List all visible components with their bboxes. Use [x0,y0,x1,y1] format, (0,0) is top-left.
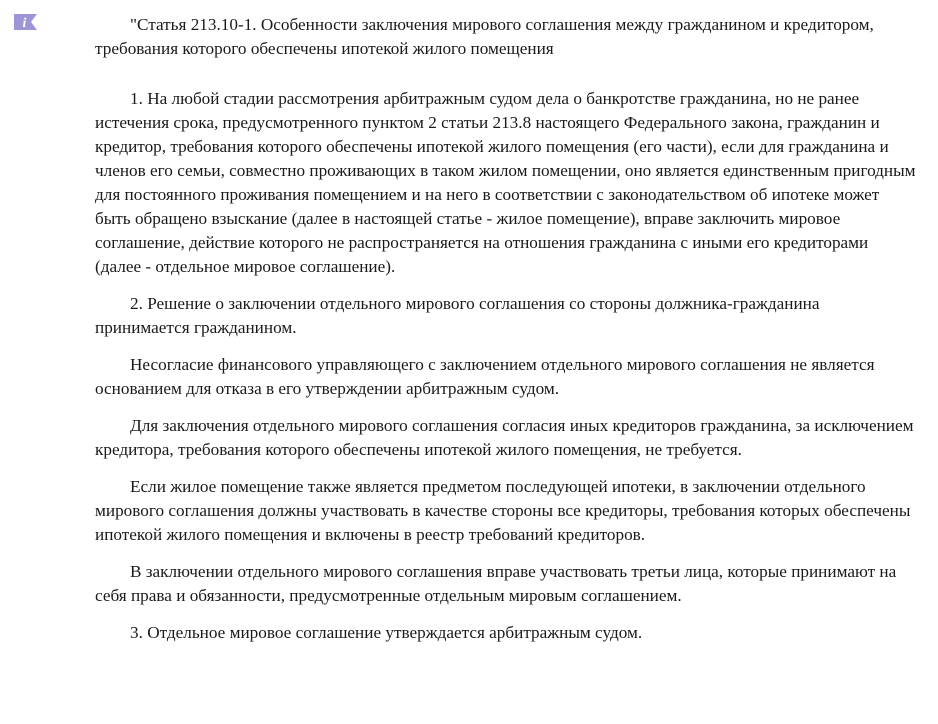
info-icon[interactable] [12,12,40,32]
info-icon-shape [12,12,40,32]
article-title: "Статья 213.10-1. Особенности заключения мирового соглашения между гражданином и кредитором, требования которого обеспечены ипотекой жилого помещения [95,15,874,58]
paragraph-1: 1. На любой стадии рассмотрения арбитражным судом дела о банкротстве гражданина, но не ранее истечения срока, предусмотренного пунктом 2 статьи 213.8 настоящего Федерального закона, гражданин и кредитор, требования которого обеспечены ипотекой жилого помещения (его части), если для гражданина и членов его семьи, совместно проживающих в таком жилом помещении, оно является единственным пригодным для постоянного проживания помещением и на него в соответствии с законодательством об ипотеке может быть обращено взыскание (далее в настоящей статье - жилое помещение), вправе заключить мировое соглашение, действие которого не распространяется на отношения гражданина с иными его кредиторами (далее - отдельное мировое соглашение). [95,89,916,276]
paragraph-5: Если жилое помещение также является предметом последующей ипотеки, в заключении отдельного мирового соглашения должны участвовать в качестве стороны все кредиторы, требования которых обеспечены ипотекой жилого помещения и включены в реестр требований кредиторов. [95,477,911,544]
paragraph-4: Для заключения отдельного мирового соглашения согласия иных кредиторов гражданина, за исключением кредитора, требования которого обеспечены ипотекой жилого помещения, не требуется. [95,416,914,459]
paragraph-3: Несогласие финансового управляющего с заключением отдельного мирового соглашения не является основанием для отказа в его утверждении арбитражным судом. [95,355,875,398]
paragraph-6: В заключении отдельного мирового соглашения вправе участвовать третьи лица, которые принимают на себя права и обязанности, предусмотренные отдельным мировым соглашением. [95,562,897,605]
info-icon-glyph: i [22,16,27,31]
paragraph-7: 3. Отдельное мировое соглашение утверждается арбитражным судом. [130,623,643,642]
document-text [95,13,917,645]
paragraph-2: 2. Решение о заключении отдельного мирового соглашения со стороны должника-гражданина принимается гражданином. [95,294,820,337]
